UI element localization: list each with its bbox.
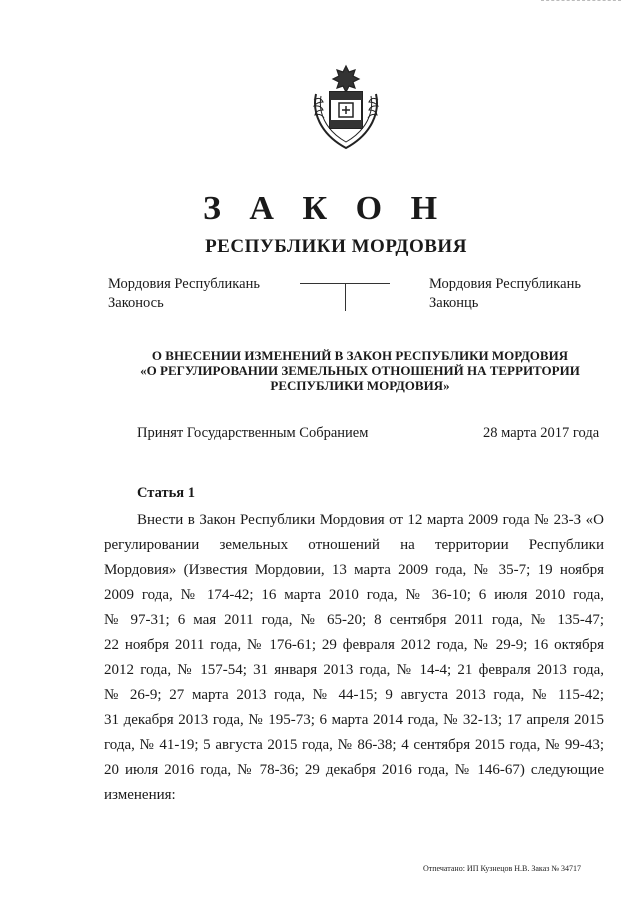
article-text-line: 2012 года, № 157-54; 31 января 2013 года, № 14-4; 21 февраля 2013 года, xyxy=(104,662,604,678)
coat-of-arms-icon xyxy=(308,64,384,152)
print-footer: Отпечатано: ИП Кузнецов Н.В. Заказ № 34717 xyxy=(423,864,582,873)
moksha-title xyxy=(108,275,260,313)
law-title xyxy=(80,348,640,393)
article-heading: Статья 1 xyxy=(137,485,195,501)
erzya-title xyxy=(429,275,581,313)
law-title-line: РЕСПУБЛИКИ МОРДОВИЯ» xyxy=(270,378,450,393)
article-text-line: 20 июля 2016 года, № 78-36; 29 декабря 2016 года, № 146-67) следующие xyxy=(104,762,604,778)
article-text-line: регулировании земельных отношений на территории Республики xyxy=(104,537,604,553)
adoption-statement: Принят Государственным Собранием xyxy=(137,425,369,441)
document-title: З А К О Н xyxy=(202,190,448,227)
article-body xyxy=(104,508,604,808)
article-text-line: Внести в Закон Республики Мордовия от 12 марта 2009 года № 23-З «О xyxy=(137,512,604,528)
article-text-line: 2009 года, № 174-42; 16 марта 2010 года, № 36-10; 6 июля 2010 года, xyxy=(104,587,604,603)
title-separator-vertical xyxy=(345,283,346,311)
article-text-line: года, № 41-19; 5 августа 2015 года, № 86-38; 4 сентября 2015 года, № 99-43; xyxy=(104,737,604,753)
erzya-title-line-2: Законць xyxy=(429,295,479,311)
moksha-title-line-2: Законось xyxy=(108,295,164,311)
article-text-line: Мордовия» (Известия Мордовии, 13 марта 2009 года, № 35-7; 19 ноября xyxy=(104,562,604,578)
article-text-line: изменения: xyxy=(104,787,176,803)
article-text-line: № 26-9; 27 марта 2013 года, № 44-15; 9 августа 2013 года, № 115-42; xyxy=(104,687,604,703)
scan-edge-mark xyxy=(541,0,621,5)
moksha-title-line-1: Мордовия Республикань xyxy=(108,276,260,292)
article-text-line: 31 декабря 2013 года, № 195-73; 6 марта 2014 года, № 32-13; 17 апреля 2015 xyxy=(104,712,604,728)
adoption-date: 28 марта 2017 года xyxy=(483,425,600,441)
law-title-line: О ВНЕСЕНИИ ИЗМЕНЕНИЙ В ЗАКОН РЕСПУБЛИКИ МОРДОВИЯ xyxy=(151,348,569,363)
law-title-line: «О РЕГУЛИРОВАНИИ ЗЕМЕЛЬНЫХ ОТНОШЕНИЙ НА ТЕРРИТОРИИ xyxy=(140,363,580,378)
document-subtitle: РЕСПУБЛИКИ МОРДОВИЯ xyxy=(205,236,467,257)
article-text-line: № 97-31; 6 мая 2011 года, № 65-20; 8 сентября 2011 года, № 135-47; xyxy=(104,612,604,628)
erzya-title-line-1: Мордовия Республикань xyxy=(429,276,581,292)
article-text-line: 22 ноября 2011 года, № 176-61; 29 февраля 2012 года, № 29-9; 16 октября xyxy=(104,637,604,653)
